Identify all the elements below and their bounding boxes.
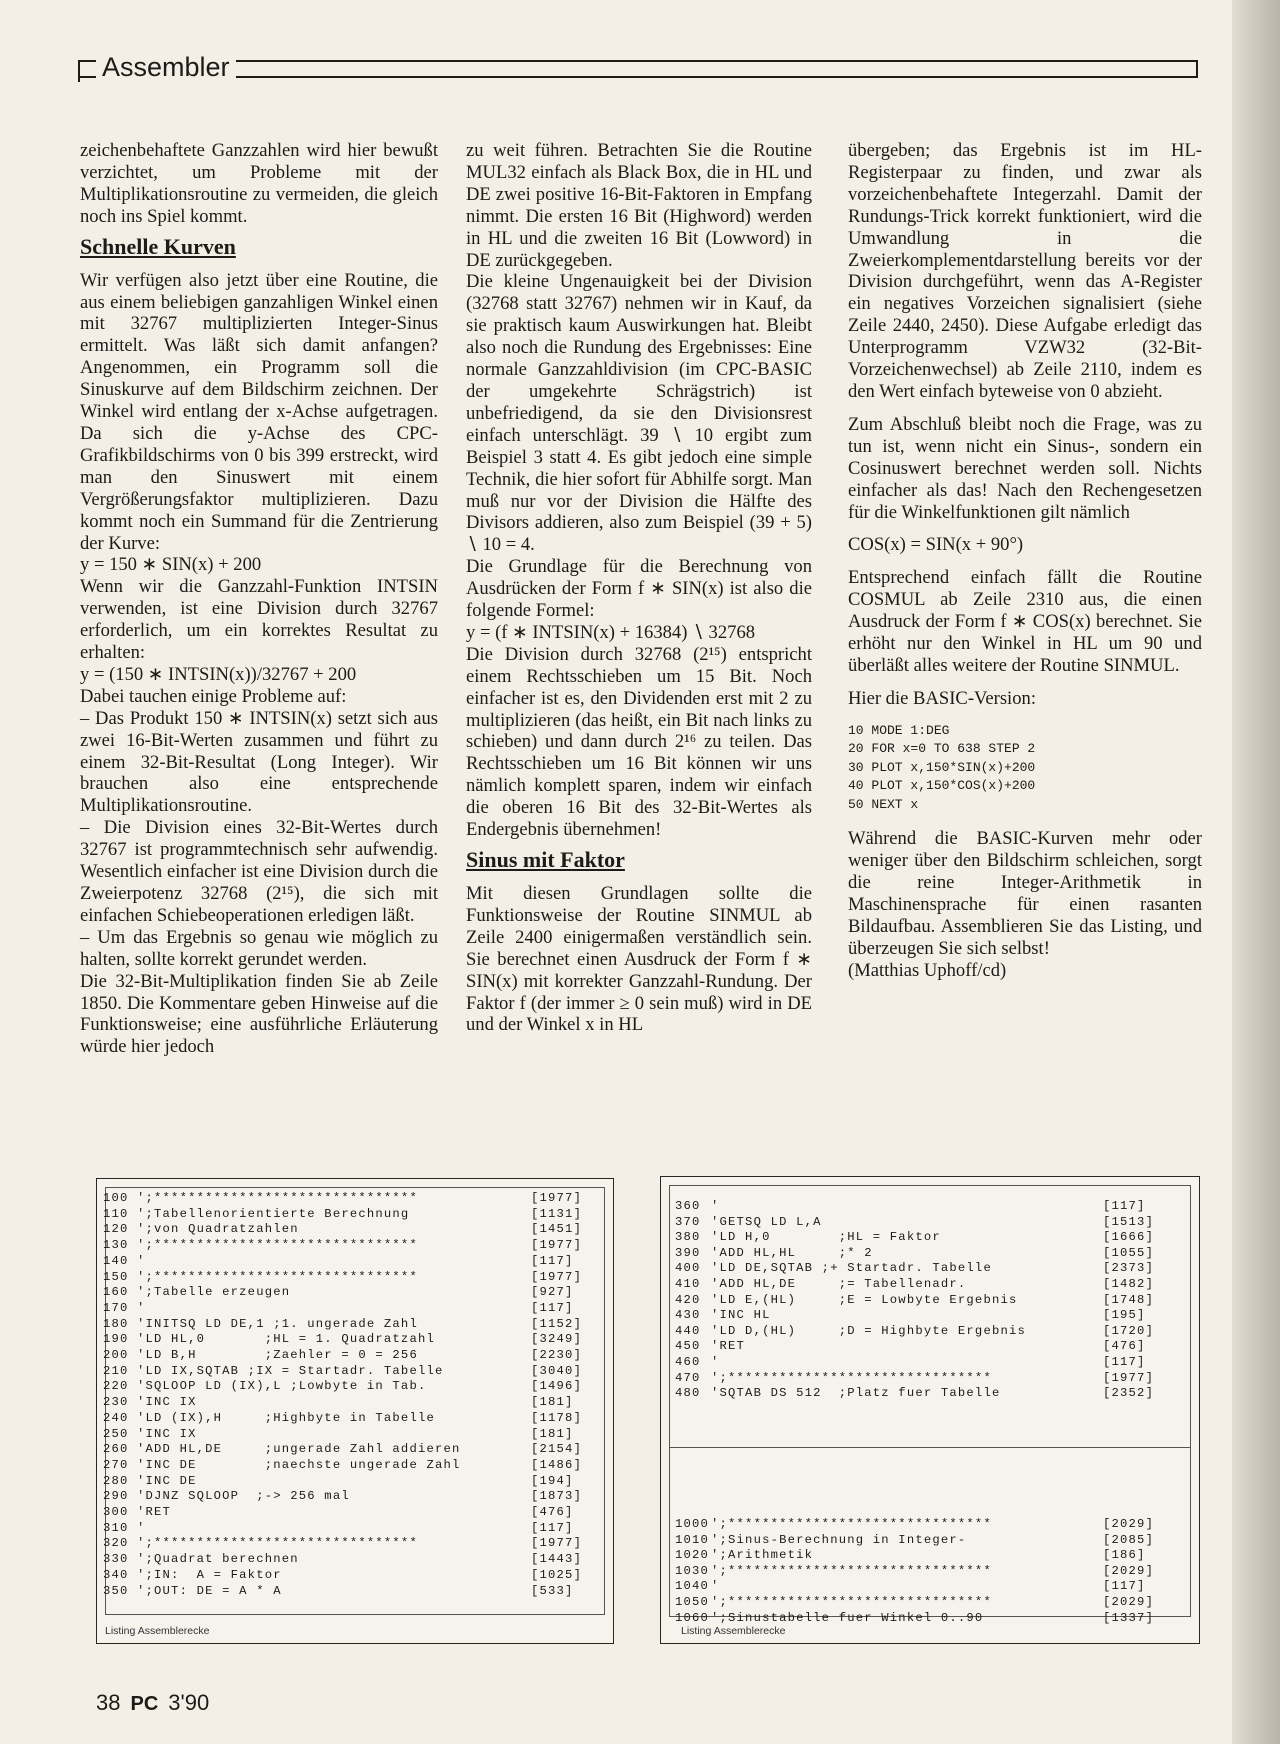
- listing-line-number: 310: [103, 1520, 129, 1535]
- listing-checksum: [1451]: [531, 1222, 583, 1237]
- listing-line-number: 210: [103, 1363, 129, 1378]
- listing-caption: Listing Assemblerecke: [105, 1625, 210, 1637]
- listing-checksum: [2373]: [1103, 1261, 1155, 1276]
- listing-line-number: 220: [103, 1379, 129, 1394]
- listing-checksum: [1486]: [531, 1457, 583, 1472]
- listing-code: ';*******************************: [711, 1370, 992, 1385]
- listing-checksum: [2154]: [531, 1442, 583, 1457]
- listing-checksum: [1977]: [531, 1536, 583, 1551]
- listing-checksum: [2352]: [1103, 1386, 1155, 1401]
- listing-checksum: [2029]: [1103, 1517, 1155, 1531]
- listing-checksum: [1977]: [531, 1238, 583, 1253]
- paragraph: Entsprechend einfach fällt die Routine COSMUL ab Zeile 2310 aus, die einen Ausdruck der Form f ∗ COS(x) berechnet. Sie erhöht nur den Winkel in HL um 90 und überläßt alles weitere der Routine SINMUL.: [848, 567, 1202, 676]
- listing-code: ';*******************************: [137, 1238, 418, 1253]
- basic-line: 40 PLOT x,150*COS(x)+200: [848, 778, 1036, 794]
- listing-code: ': [711, 1579, 720, 1594]
- listing-checksum: [2029]: [1103, 1595, 1155, 1609]
- listing-line-number: 330: [103, 1552, 129, 1567]
- paragraph: – Das Produkt 150 ∗ INTSIN(x) setzt sich aus zwei 16-Bit-Werten zusammen und führt zu einem 32-Bit-Resultat (Long Integer). Wir brauchen also eine entsprechende Multiplikationsroutine.: [80, 707, 438, 817]
- paragraph: Während die BASIC-Kurven mehr oder weniger über den Bildschirm schleichen, sorgt die reine Integer-Arithmetik in Maschinensprache für einen rasanten Bildaufbau. Assemblieren Sie das Listing, und überzeugen Sie sich selbst!: [848, 828, 1202, 959]
- listing-checksum: [117]: [531, 1253, 574, 1268]
- paragraph: zeichenbehaftete Ganzzahlen wird hier bewußt verzichtet, um Probleme mit der Multiplikationsroutine zu vermeiden, die gleich noch ins Spiel kommt.: [80, 140, 438, 227]
- listing-line-number: 1040: [675, 1579, 710, 1594]
- basic-line: 30 PLOT x,150*SIN(x)+200: [848, 759, 1036, 775]
- paragraph: – Die Division eines 32-Bit-Wertes durch 32767 ist programmtechnisch sehr aufwendig. Wesentlich einfacher ist eine Division durch die Zweierpotenz 32768 (2¹⁵), die sich mit einfachen Schiebeoperationen erledigen läßt.: [80, 817, 438, 926]
- paragraph-gap: [848, 523, 1202, 534]
- listing-code: ': [137, 1253, 146, 1268]
- listing-line-number: 440: [675, 1323, 701, 1338]
- basic-listing: [848, 722, 1202, 815]
- listing-line-number: 480: [675, 1386, 701, 1401]
- listing-line-number: 1010: [675, 1532, 710, 1547]
- paragraph-gap: [848, 556, 1202, 567]
- listing-checksum: [117]: [1103, 1579, 1146, 1594]
- listing-line-number: 110: [103, 1206, 129, 1221]
- magazine-logo: PC: [130, 1693, 159, 1715]
- listing-checksum: [476]: [531, 1505, 574, 1519]
- listing-checksum: [1131]: [531, 1206, 583, 1221]
- listing-checksum: [3249]: [531, 1332, 583, 1347]
- column-1: [80, 140, 438, 1058]
- listing-line-number: 410: [675, 1277, 701, 1291]
- listing-code: 'LD DE,SQTAB ;+ Startadr. Tabelle: [711, 1261, 992, 1276]
- listing-checksum: [181]: [531, 1426, 574, 1441]
- basic-line: 10 MODE 1:DEG: [848, 722, 950, 738]
- listing-line-number: 470: [675, 1370, 701, 1385]
- listing-checksum: [476]: [1103, 1339, 1146, 1354]
- listing-code: ';*******************************: [137, 1269, 418, 1284]
- listing-code: 'INC HL: [711, 1308, 771, 1323]
- listing-code: ';*******************************: [711, 1595, 992, 1609]
- listing-code: 'INC IX: [137, 1395, 197, 1410]
- listing-line-number: 200: [103, 1348, 129, 1362]
- listing-code: 'LD B,H ;Zaehler = 0 = 256: [137, 1348, 418, 1362]
- listing-checksum: [117]: [531, 1300, 574, 1315]
- page-number: 38: [96, 1690, 121, 1715]
- listing-code: 'RET: [137, 1505, 172, 1519]
- listing-checksum: [1977]: [1103, 1370, 1155, 1385]
- listing-line-number: 250: [103, 1426, 129, 1441]
- paragraph: – Um das Ergebnis so genau wie möglich zu halten, sollte korrekt gerundet werden.: [80, 926, 438, 970]
- listing-checksum: [1055]: [1103, 1245, 1155, 1260]
- listing-checksum: [1337]: [1103, 1610, 1155, 1625]
- paragraph-gap: [848, 403, 1202, 414]
- listing-line-number: 430: [675, 1308, 701, 1323]
- section-heading: Sinus mit Faktor: [466, 847, 625, 872]
- listing-line-number: 420: [675, 1292, 701, 1307]
- basic-line: 50 NEXT x: [848, 796, 919, 812]
- paragraph: Die 32-Bit-Multiplikation finden Sie ab Zeile 1850. Die Kommentare geben Hinweise auf die Funktionsweise; eine ausführliche Erläuterung würde hier jedoch: [80, 970, 438, 1058]
- listing-checksum: [3040]: [531, 1363, 583, 1378]
- listing-code: ';von Quadratzahlen: [137, 1222, 299, 1237]
- listing-line-number: 140: [103, 1253, 129, 1268]
- listing-code: ';*******************************: [137, 1191, 418, 1205]
- listing-checksum: [2029]: [1103, 1563, 1155, 1578]
- listing-checksum: [117]: [531, 1520, 574, 1535]
- paragraph: Die Division durch 32768 (2¹⁵) entspricht einem Rechtsschieben um 15 Bit. Noch einfacher ist es, den Dividenden erst mit 2 zu multiplizieren (das heißt, ein Bit nach links zu schieben) und dann durch 2¹⁶ zu teilen. Das Rechtsschieben um 16 Bit können wir uns nämlich komplett sparen, indem wir einfach die oberen 16 Bit des 32-Bit-Wertes als Endergebnis übernehmen!: [466, 643, 812, 841]
- listing-code: 'LD HL,0 ;HL = 1. Quadratzahl: [137, 1332, 435, 1347]
- listing-code: ': [137, 1300, 146, 1315]
- listing-code: ';Sinustabelle fuer Winkel 0..90: [711, 1610, 984, 1625]
- listing-line-number: 1050: [675, 1595, 710, 1609]
- listing-line-number: 240: [103, 1410, 129, 1425]
- listing-2: [660, 1176, 1200, 1644]
- listing-code: ';OUT: DE = A * A: [137, 1583, 282, 1598]
- listing-code: ': [711, 1355, 720, 1369]
- paragraph: Zum Abschluß bleibt noch die Frage, was zu tun ist, wenn nicht ein Sinus-, sondern ein Cosinuswert berechnet werden soll. Nichts einfacher als das! Nach den Rechengesetzen für die Winkelfunktionen gilt nämlich: [848, 413, 1202, 523]
- listing-line-number: 380: [675, 1230, 701, 1245]
- section-header: Assembler: [96, 52, 236, 82]
- listing-checksum: [1720]: [1103, 1323, 1155, 1338]
- paragraph: zu weit führen. Betrachten Sie die Routine MUL32 einfach als Black Box, die in HL und DE zwei positive 16-Bit-Faktoren in Empfang nimmt. Die ersten 16 Bit (Highword) werden in HL und die zweiten 16 Bit (Lowword) in DE zurückgegeben.: [466, 140, 812, 271]
- listing-divider: [669, 1447, 1191, 1448]
- listing-checksum: [1496]: [531, 1379, 583, 1394]
- paragraph: y = 150 ∗ SIN(x) + 200: [80, 554, 262, 576]
- listing-checksum: [1748]: [1103, 1292, 1155, 1307]
- listing-line-number: 350: [103, 1583, 129, 1598]
- listing-line-number: 360: [675, 1199, 701, 1213]
- listing-line-number: 180: [103, 1316, 129, 1331]
- listing-checksum: [1666]: [1103, 1230, 1155, 1245]
- listing-code: ';Quadrat berechnen: [137, 1552, 299, 1567]
- listing-line-number: 230: [103, 1395, 129, 1410]
- listing-code: ';Arithmetik: [711, 1548, 814, 1563]
- listing-checksum: [117]: [1103, 1199, 1146, 1213]
- paragraph: Wir verfügen also jetzt über eine Routine, die aus einem beliebigen ganzahligen Winkel einen mit 32767 multiplizierten Integer-Sinus ermittelt. Was läßt sich damit anfangen? Angenommen, ein Programm soll die Sinuskurve auf dem Bildschirm zeichnen. Der Winkel wird entlang der x-Achse aufgetragen. Da sich die y-Achse des CPC-Grafikbildschirms von 0 bis 399 erstreckt, wird man den Sinuswert mit einem Vergrößerungsfaktor multiplizieren. Dazu kommt noch ein Summand für die Zentrierung der Kurve:: [80, 269, 438, 554]
- listing-code: ';*******************************: [137, 1536, 418, 1551]
- listing-checksum: [1443]: [531, 1552, 583, 1567]
- listing-code: 'INC DE ;naechste ungerade Zahl: [137, 1457, 461, 1472]
- paragraph: COS(x) = SIN(x + 90°): [848, 534, 1024, 556]
- paragraph-gap: [848, 677, 1202, 688]
- listing-code: 'SQTAB DS 512 ;Platz fuer Tabelle: [711, 1386, 1001, 1401]
- listing-code: 'LD D,(HL) ;D = Highbyte Ergebnis: [711, 1323, 1027, 1338]
- listing-checksum: [1482]: [1103, 1277, 1155, 1291]
- section-heading: Schnelle Kurven: [80, 233, 236, 259]
- listing-code: 'INC DE: [137, 1473, 197, 1488]
- listing-line-number: 1000: [675, 1517, 710, 1531]
- column-3: [848, 140, 1202, 982]
- section-header-rule: [78, 60, 1198, 78]
- listing-line-number: 370: [675, 1214, 701, 1229]
- listing-line-number: 450: [675, 1339, 701, 1354]
- listing-line-number: 260: [103, 1442, 129, 1457]
- listing-line-number: 160: [103, 1285, 129, 1300]
- listing-line-number: 150: [103, 1269, 129, 1284]
- listing-code: 'INITSQ LD DE,1 ;1. ungerade Zahl: [137, 1316, 418, 1331]
- listing-checksum: [1178]: [531, 1410, 583, 1425]
- listing-checksum: [1977]: [531, 1191, 583, 1205]
- listing-checksum: [194]: [531, 1473, 574, 1488]
- listing-checksum: [1513]: [1103, 1214, 1155, 1229]
- listing-checksum: [1025]: [531, 1567, 583, 1582]
- basic-line: 20 FOR x=0 TO 638 STEP 2: [848, 741, 1036, 757]
- paragraph: Mit diesen Grundlagen sollte die Funktionsweise der Routine SINMUL ab Zeile 2400 einigermaßen verständlich sein. Sie berechnet einen Ausdruck der Form f ∗ SIN(x) mit korrekter Ganzzahl-Rundung. Der Faktor f (der immer ≥ 0 sein muß) wird in DE und der Winkel x in HL: [466, 883, 812, 1036]
- listing-line-number: 1060: [675, 1610, 710, 1625]
- listing-code: ';Sinus-Berechnung in Integer-: [711, 1532, 967, 1547]
- listing-code: ';Tabellenorientierte Berechnung: [137, 1206, 410, 1221]
- page-binding-shadow: [1232, 0, 1280, 1744]
- listing-code: ': [711, 1199, 720, 1213]
- listing-line-number: 100: [103, 1191, 129, 1205]
- listing-checksum: [195]: [1103, 1308, 1146, 1323]
- listing-line-number: 190: [103, 1332, 129, 1347]
- listing-code: ';Tabelle erzeugen: [137, 1285, 291, 1300]
- listing-line-number: 280: [103, 1473, 129, 1488]
- listing-code: 'SQLOOP LD (IX),L ;Lowbyte in Tab.: [137, 1379, 427, 1394]
- listing-code: ';*******************************: [711, 1563, 992, 1578]
- listing-code: 'LD H,0 ;HL = Faktor: [711, 1230, 941, 1245]
- listing-code: 'GETSQ LD L,A: [711, 1214, 822, 1229]
- listing-checksum: [1977]: [531, 1269, 583, 1284]
- listing-line-number: 320: [103, 1536, 129, 1551]
- listing-code: 'RET: [711, 1339, 746, 1354]
- listing-code: ': [137, 1520, 146, 1535]
- paragraph: y = (150 ∗ INTSIN(x))/32767 + 200: [80, 663, 357, 685]
- listing-code: ';IN: A = Faktor: [137, 1567, 282, 1582]
- listing-checksum: [186]: [1103, 1548, 1146, 1563]
- listing-checksum: [1873]: [531, 1489, 583, 1504]
- listing-line-number: 270: [103, 1457, 129, 1472]
- listing-line-number: 1030: [675, 1563, 710, 1578]
- listing-line-number: 120: [103, 1222, 129, 1237]
- author-signature: (Matthias Uphoff/cd): [848, 959, 1007, 981]
- listing-code: 'INC IX: [137, 1426, 197, 1441]
- paragraph: y = (f ∗ INTSIN(x) + 16384) ∖ 32768: [466, 621, 756, 643]
- listing-line-number: 340: [103, 1567, 129, 1582]
- paragraph: Dabei tauchen einige Probleme auf:: [80, 685, 347, 707]
- paragraph: Die kleine Ungenauigkeit bei der Division (32768 statt 32767) nehmen wir in Kauf, da sie praktisch kaum Auswirkungen hat. Bleibt also noch die Rundung des Ergebnisses: Eine normale Ganzzahldivision (im CPC-BASIC der umgekehrte Schrägstrich) ist unbefriedigend, da sie den Divisionsrest einfach unterschlägt. 39 ∖ 10 ergibt zum Beispiel 3 statt 4. Es gibt jedoch eine simple Technik, die hier sofort für Abhilfe sorgt. Man muß nur vor der Division die Hälfte des Divisors addieren, also zum Beispiel (39 + 5) ∖ 10 = 4.: [466, 271, 812, 556]
- paragraph: Die Grundlage für die Berechnung von Ausdrücken der Form f ∗ SIN(x) ist also die folgende Formel:: [466, 556, 812, 622]
- listing-line-number: 400: [675, 1261, 701, 1276]
- listing-line-number: 290: [103, 1489, 129, 1504]
- listing-checksum: [1152]: [531, 1316, 583, 1331]
- listing-line-number: 130: [103, 1238, 129, 1253]
- listing-code: 'LD E,(HL) ;E = Lowbyte Ergebnis: [711, 1292, 1018, 1307]
- listing-line-number: 300: [103, 1505, 129, 1519]
- listing-code: 'ADD HL,DE ;= Tabellenadr.: [711, 1277, 967, 1291]
- listing-line-number: 1020: [675, 1548, 710, 1563]
- paragraph: übergeben; das Ergebnis ist im HL-Registerpaar zu finden, und zwar als vorzeichenbehaftete Integerzahl. Damit der Rundungs-Trick korrekt funktioniert, wird die Umwandlung in die Zweierkomplementdarstellung bereits vor der Division durchgeführt, wenn das A-Register ein negatives Vorzeichen signalisiert (siehe Zeile 2440, 2450). Diese Aufgabe erledigt das Unterprogramm VZW32 (32-Bit-Vorzeichenwechsel) ab Zeile 2110, indem es den Wert einfach byteweise von 0 abzieht.: [848, 140, 1202, 402]
- listing-code: ';*******************************: [711, 1517, 992, 1531]
- listing-code: 'ADD HL,DE ;ungerade Zahl addieren: [137, 1442, 461, 1457]
- listing-code: 'LD (IX),H ;Highbyte in Tabelle: [137, 1410, 435, 1425]
- listing-line-number: 460: [675, 1355, 701, 1369]
- paragraph: Wenn wir die Ganzzahl-Funktion INTSIN verwenden, ist eine Division durch 32767 erforderlich, um ein korrektes Resultat zu erhalten:: [80, 576, 438, 664]
- listing-checksum: [2085]: [1103, 1532, 1155, 1547]
- listing-code: 'DJNZ SQLOOP ;-> 256 mal: [137, 1489, 350, 1504]
- listing-checksum: [181]: [531, 1395, 574, 1410]
- paragraph: Hier die BASIC-Version:: [848, 687, 1036, 709]
- listing-caption: Listing Assemblerecke: [681, 1625, 786, 1637]
- issue-label: 3'90: [168, 1690, 210, 1715]
- listing-code: 'LD IX,SQTAB ;IX = Startadr. Tabelle: [137, 1363, 444, 1378]
- listing-checksum: [2230]: [531, 1348, 583, 1362]
- listing-line-number: 170: [103, 1300, 129, 1315]
- listing-checksum: [927]: [531, 1285, 574, 1300]
- column-2: [466, 140, 812, 1036]
- listing-checksum: [117]: [1103, 1355, 1146, 1369]
- page-footer: [96, 1690, 209, 1716]
- listing-1: [96, 1178, 614, 1644]
- listing-checksum: [533]: [531, 1583, 574, 1598]
- listing-line-number: 390: [675, 1245, 701, 1260]
- listing-code: 'ADD HL,HL ;* 2: [711, 1245, 873, 1260]
